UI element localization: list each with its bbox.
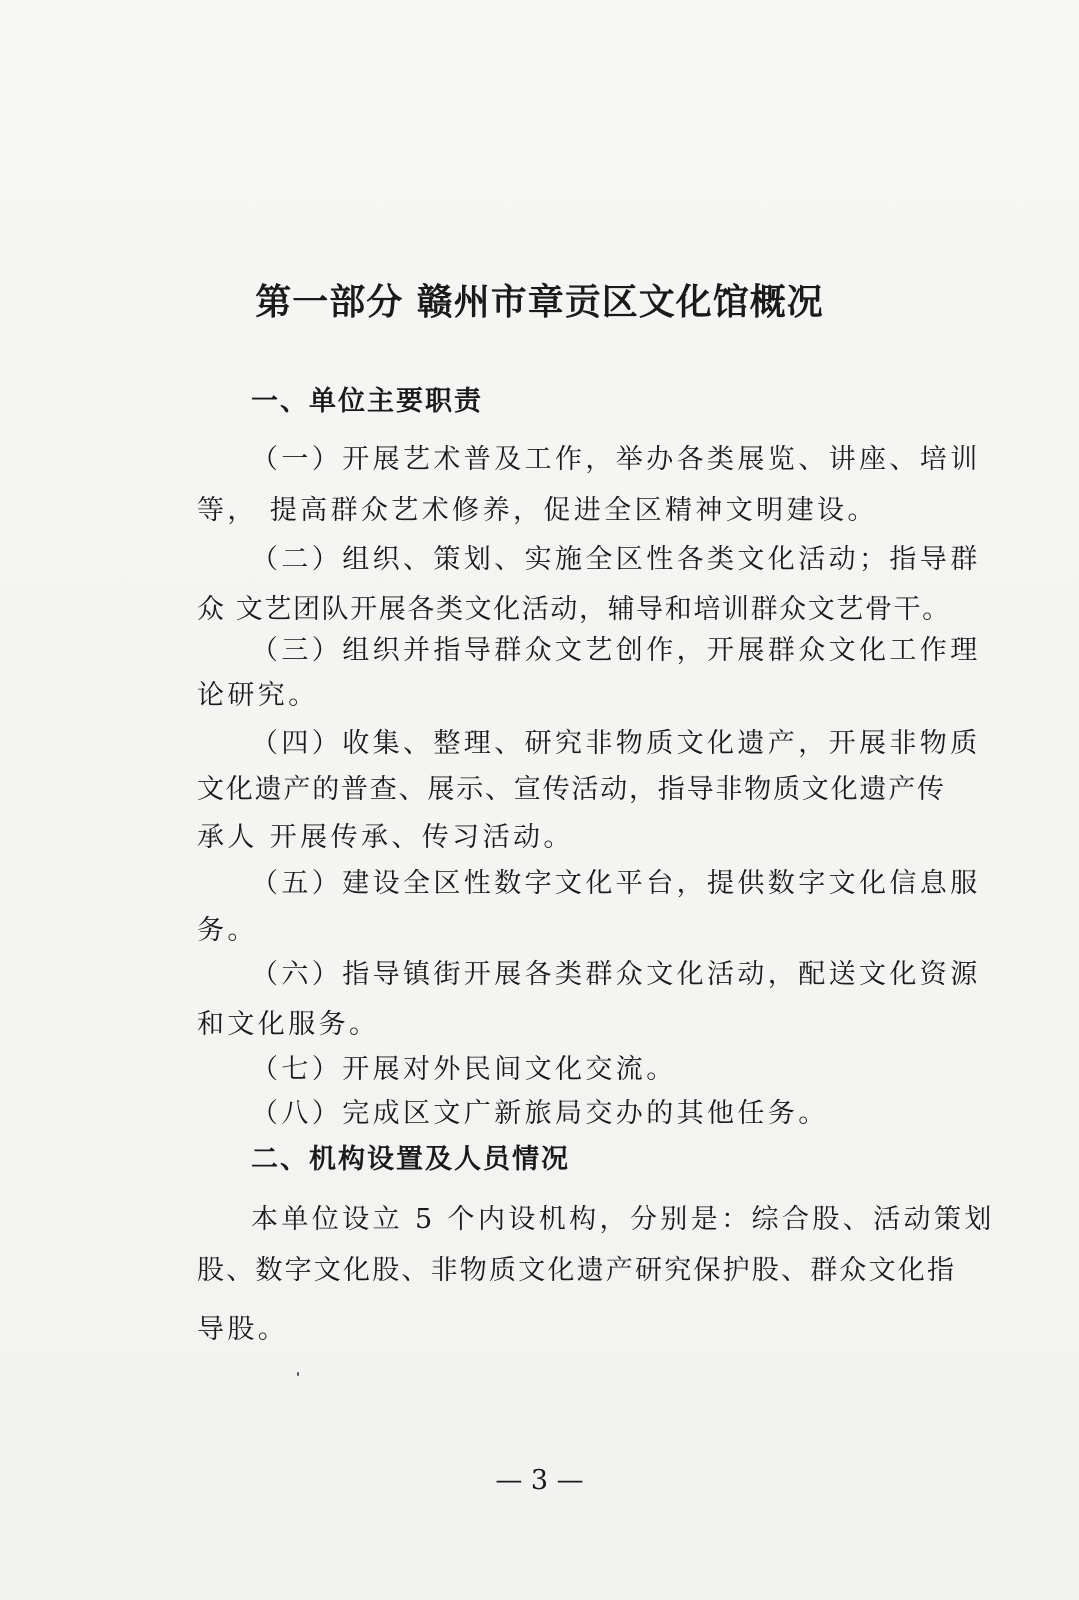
paragraph-line: （五）建设全区性数字文化平台，提供数字文化信息服: [251, 868, 981, 899]
paragraph-line: 股、数字文化股、非物质文化遗产研究保护股、群众文化指: [197, 1255, 957, 1286]
paragraph-line: 众 文艺团队开展各类文化活动，辅导和培训群众文艺骨干。: [197, 594, 951, 625]
paragraph-line: 论研究。: [197, 680, 319, 711]
paragraph-line: 和文化服务。: [197, 1009, 380, 1040]
scan-speck: [297, 1372, 299, 1376]
paragraph-line: （三）组织并指导群众文艺创作，开展群众文化工作理: [251, 635, 981, 666]
paragraph-line: （一）开展艺术普及工作，举办各类展览、讲座、培训: [251, 444, 981, 475]
paragraph-line: 本单位设立 5 个内设机构，分别是：综合股、活动策划: [251, 1204, 995, 1235]
paragraph-line: 文化遗产的普查、展示、宣传活动，指导非物质文化遗产传: [197, 774, 946, 805]
paragraph-line: （六）指导镇街开展各类群众文化活动，配送文化资源: [251, 959, 981, 990]
page-title: 第一部分 赣州市章贡区文化馆概况: [255, 281, 824, 323]
paragraph-line: 承人 开展传承、传习活动。: [197, 822, 574, 853]
paragraph-line: （二）组织、策划、实施全区性各类文化活动；指导群: [251, 544, 981, 575]
section-heading-responsibilities: 一、单位主要职责: [251, 386, 483, 417]
paragraph-line: （七）开展对外民间文化交流。: [251, 1054, 677, 1085]
section-heading-organization: 二、机构设置及人员情况: [251, 1144, 570, 1175]
paragraph-line: 务。: [197, 915, 258, 946]
page-number: — 3 —: [495, 1465, 584, 1496]
paragraph-line: （四）收集、整理、研究非物质文化遗产，开展非物质: [251, 728, 981, 759]
paragraph-line: 等， 提高群众艺术修养，促进全区精神文明建设。: [197, 495, 878, 526]
paragraph-line: 导股。: [197, 1314, 289, 1345]
paragraph-line: （八）完成区文广新旅局交办的其他任务。: [251, 1098, 829, 1129]
